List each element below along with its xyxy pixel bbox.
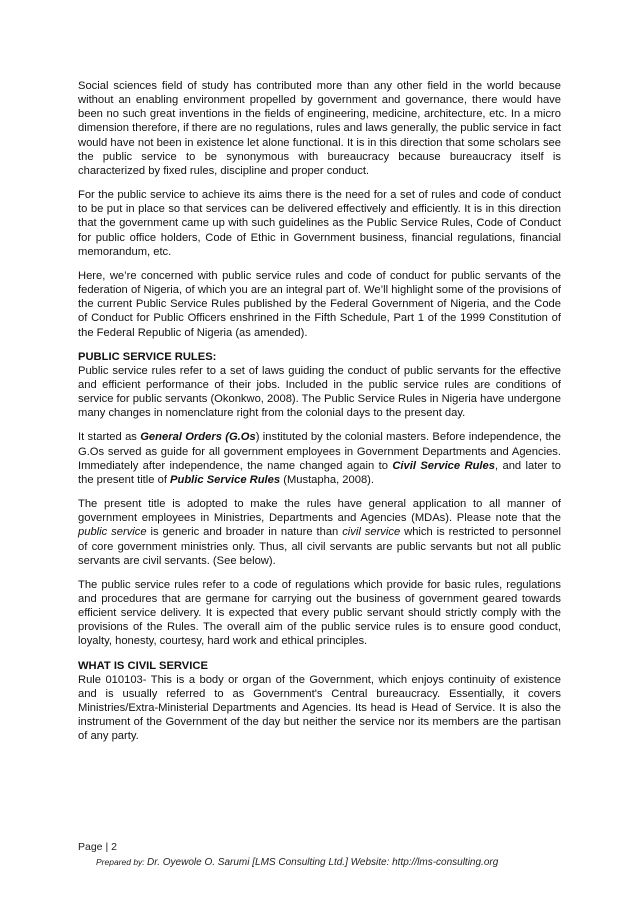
civil-service-term: civil service bbox=[342, 526, 401, 539]
paragraph-scope: Here, we’re concerned with public service rules and code of conduct for public servants of the federation of Nigeria, of which you are an integral part of. We’ll highlight some of the provisions of the current Public Service Rules published by the Federal Government of Nigeria, and the Code of Conduct for Public Officers enshrined in the Fifth Schedule, Part 1 of the 1999 Constitution of the Federal Republic of Nigeria (as amended). bbox=[78, 269, 561, 339]
general-orders-term: General Orders (G.Os bbox=[140, 431, 256, 444]
present-text-2: is generic and broader in nature than bbox=[146, 526, 343, 539]
history-text-4: (Mustapha, 2008). bbox=[280, 473, 375, 486]
page-body bbox=[78, 79, 561, 754]
paragraph-code-of-regulations: The public service rules refer to a code of regulations which provide for basic rules, regulations and procedures that are germane for carrying out the business of government geared towards efficient service delivery. It is expected that every public servant should strictly comply with the provisions of the Rules. The overall aim of the public service rules is to ensure good conduct, loyalty, honesty, courtesy, hard work and ethical principles. bbox=[78, 578, 561, 648]
history-text-3: , and later to the present title of bbox=[78, 459, 561, 486]
paragraph-intro: Social sciences field of study has contributed more than any other field in the world because without an enabling environment propelled by government and governance, there would have been no such great inventions in the fields of engineering, medicine, architecture, etc. In a micro dimension therefore, if there are no regulations, rules and laws generally, the public service in fact would have not been in existence let alone functional. It is in this direction that some scholars see the public service to be synonymous with bureaucracy because bureaucracy itself is characterized by fixed rules, discipline and proper conduct. bbox=[78, 80, 561, 177]
prepared-by-label: Prepared by: bbox=[96, 857, 148, 867]
heading-what-is-civil-service: WHAT IS CIVIL SERVICE bbox=[78, 659, 208, 672]
paragraph-present-title bbox=[78, 497, 561, 568]
author-website: Dr. Oyewole O. Sarumi [LMS Consulting Ltd.] Website: http://lms-consulting.org bbox=[147, 857, 499, 868]
history-text-1: It started as bbox=[78, 431, 141, 444]
present-text-3: which is restricted to personnel of core government ministries only. Thus, all civil servants are public servants but not all public servants are civil servants. (See below). bbox=[78, 526, 561, 567]
history-text-2: ) instituted by the colonial masters. Before independence, the G.Os served as guide for all government employees in Government Departments and Agencies. Immediately after independence, the name changed again to bbox=[78, 431, 561, 472]
public-service-rules-term: Public Service Rules bbox=[170, 473, 281, 486]
heading-public-service-rules: PUBLIC SERVICE RULES: bbox=[78, 350, 217, 363]
civil-service-rules-term: Civil Service Rules bbox=[392, 459, 495, 472]
present-text-1: The present title is adopted to make the rules have general application to all manner of government employees in Ministries, Departments and Agencies (MDAs). Please note that the bbox=[78, 498, 561, 525]
paragraph-history bbox=[78, 430, 561, 487]
paragraph-rules-need: For the public service to achieve its aims there is the need for a set of rules and code of conduct to be put in place so that services can be delivered effectively and efficiently. It is in this direction that the government came up with such guidelines as the Public Service Rules, Code of Conduct for public office holders, Code of Ethic in Government business, financial regulations, financial memorandum, etc. bbox=[78, 189, 561, 258]
paragraph-rule-010103: Rule 010103- This is a body or organ of the Government, which enjoys continuity of existence and is usually referred to as Government's Central bureaucracy. Essentially, it covers Ministries/Extra-Ministerial Departments and Agencies. Its head is Head of Service. It is also the instrument of the Government of the day but neither the service nor its members are the partisan of any party. bbox=[78, 673, 561, 743]
footer-credit bbox=[96, 857, 566, 868]
page-number: Page | 2 bbox=[78, 841, 117, 853]
paragraph-psr-definition: Public service rules refer to a set of laws guiding the conduct of public servants for the effective and efficient performance of their jobs. Included in the public service rules are conditions of service for public servants (Okonkwo, 2008). The Public Service Rules in Nigeria have undergone many changes in nomenclature right from the colonial days to the present day. bbox=[78, 364, 561, 420]
public-service-term: public service bbox=[78, 526, 147, 539]
